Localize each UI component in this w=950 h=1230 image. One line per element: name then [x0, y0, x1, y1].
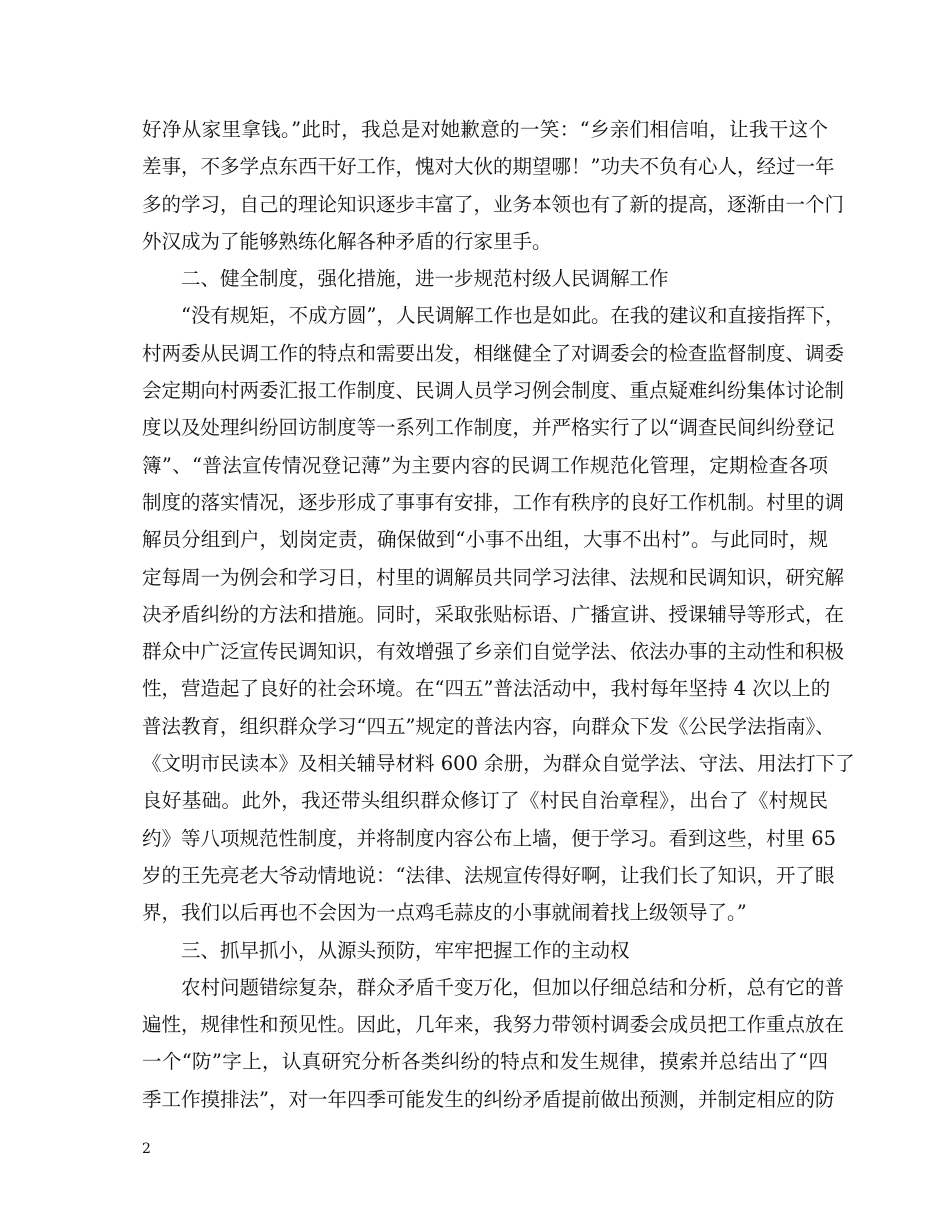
text-line: 农村问题错综复杂，群众矛盾千变万化，但加以仔细总结和分析，总有它的普	[181, 975, 845, 999]
text-line: 决矛盾纠纷的方法和措施。同时，采取张贴标语、广播宣讲、授课辅导等形式，在	[142, 602, 845, 626]
text-line: “没有规矩，不成方圆”，人民调解工作也是如此。在我的建议和直接指挥下，	[181, 304, 845, 328]
text-line: 村两委从民调工作的特点和需要出发，相继健全了对调委会的检查监督制度、调委	[142, 341, 845, 365]
text-line: 会定期向村两委汇报工作制度、民调人员学习例会制度、重点疑难纠纷集体讨论制	[142, 379, 845, 403]
text-line: 好净从家里拿钱。”此时，我总是对她歉意的一笑：“乡亲们相信咱，让我干这个	[142, 118, 828, 141]
document-body	[142, 111, 855, 1118]
text-line: 一个“防”字上，认真研究分析各类纠纷的特点和发生规律，摸索并总结出了“四	[142, 1050, 828, 1074]
text-line: 群众中广泛宣传民调知识，有效增强了乡亲们自觉学法、依法办事的主动性和积极	[142, 640, 845, 664]
page-number: 2	[142, 1141, 151, 1157]
text-line: 簿”、“普法宣传情况登记薄”为主要内容的民调工作规范化管理，定期检查各项	[142, 453, 828, 477]
text-line: 差事，不多学点东西干好工作，愧对大伙的期望哪！”功夫不负有心人，经过一年	[142, 155, 835, 179]
text-line: 多的学习，自己的理论知识逐步丰富了，业务本领也有了新的提高，逐渐由一个门	[142, 192, 845, 216]
text-line: 界，我们以后再也不会因为一点鸡毛蒜皮的小事就闹着找上级领导了。”	[142, 901, 747, 925]
section-heading: 三、抓早抓小，从源头预防，牢牢把握工作的主动权	[181, 938, 630, 962]
text-line: 性，营造起了良好的社会环境。在“四五”普法活动中，我村每年坚持 4 次以上的	[142, 677, 831, 701]
text-line: 遍性，规律性和预见性。因此，几年来，我努力带领村调委会成员把工作重点放在	[142, 1013, 845, 1037]
section-heading: 二、健全制度，强化措施，进一步规范村级人民调解工作	[181, 267, 669, 291]
text-line: 定每周一为例会和学习日，村里的调解员共同学习法律、法规和民调知识，研究解	[142, 565, 845, 589]
text-line: 良好基础。此外，我还带头组织群众修订了《村民自治章程》，出台了《村规民	[142, 789, 828, 813]
text-line: 度以及处理纠纷回访制度等一系列工作制度，并严格实行了以“调查民间纠纷登记	[142, 416, 835, 440]
text-line: 约》等八项规范性制度，并将制度内容公布上墙，便于学习。看到这些，村里 65	[142, 826, 837, 850]
text-line: 制度的落实情况，逐步形成了事事有安排，工作有秩序的良好工作机制。村里的调	[142, 490, 845, 514]
text-line: 普法教育，组织群众学习“四五”规定的普法内容，向群众下发《公民学法指南》、	[142, 714, 835, 738]
text-line: 岁的王先亮老大爷动情地说：“法律、法规宣传得好啊，让我们长了知识，开了眼	[142, 863, 835, 887]
text-line: 外汉成为了能够熟练化解各种矛盾的行家里手。	[142, 229, 552, 253]
text-line: 解员分组到户，划岗定责，确保做到“小事不出组，大事不出村”。与此同时，规	[142, 528, 828, 552]
text-line: 季工作摸排法”，对一年四季可能发生的纠纷矛盾提前做出预测，并制定相应的防	[142, 1087, 835, 1111]
text-line: 《文明市民读本》及相关辅导材料 600 余册，为群众自觉学法、守法、用法打下了	[142, 752, 855, 776]
